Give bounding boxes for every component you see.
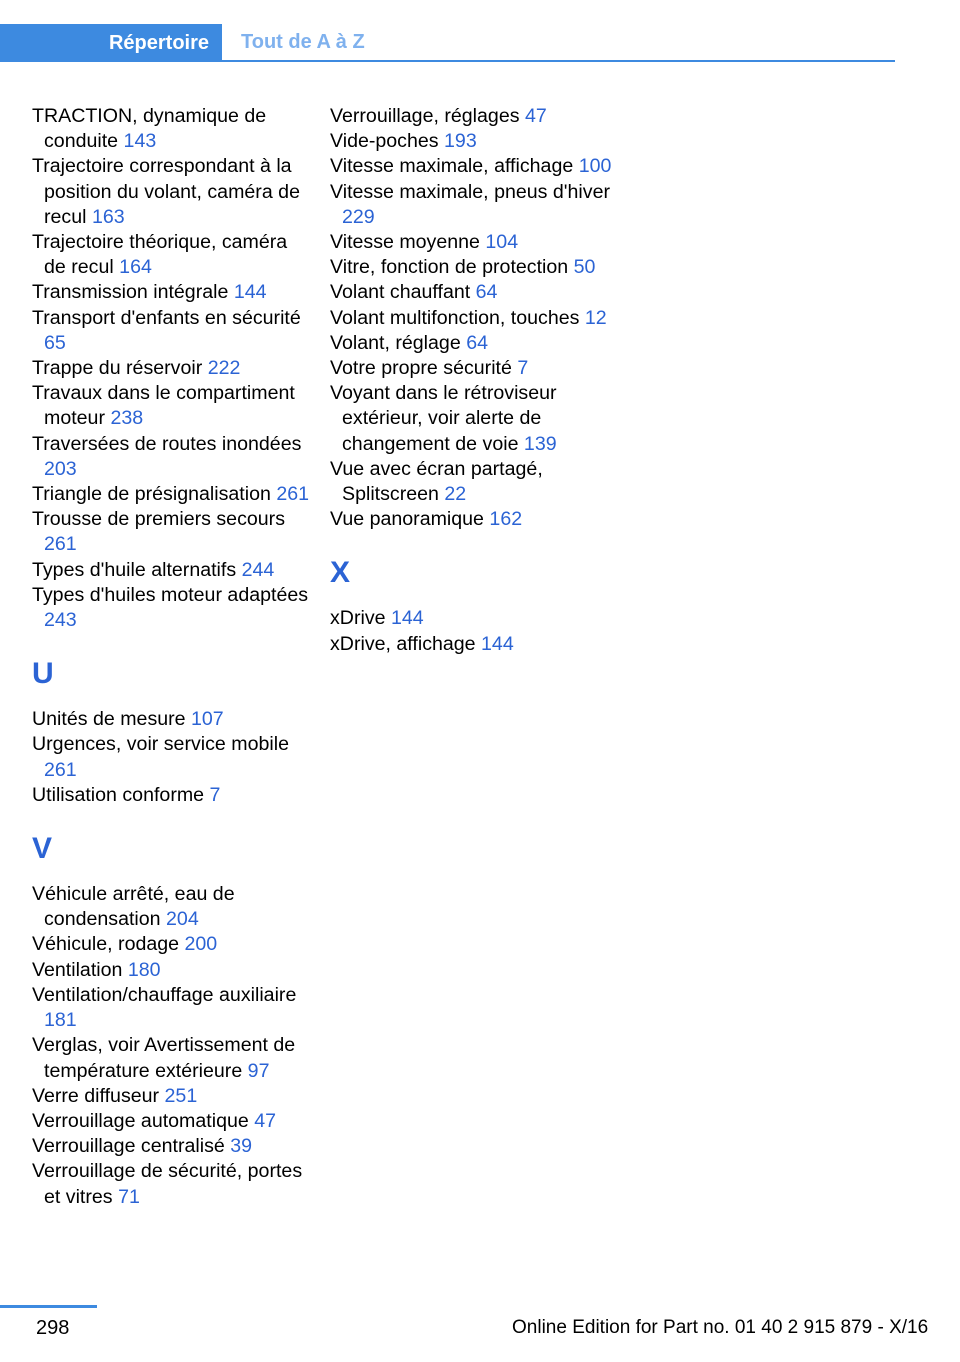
index-entry-text: Verglas, voir Avertissement de température extérieure [32,1034,296,1082]
index-entry [32,932,312,957]
index-entry-text: Votre propre sécurité [330,357,512,380]
index-entry-text: xDrive [330,607,386,630]
index-entry-text: Transmission intégrale [32,281,229,304]
page-reference-link[interactable]: 144 [481,632,514,655]
page-reference-link[interactable]: 261 [276,483,310,506]
page-reference-link[interactable]: 65 [44,331,66,354]
index-entry [330,255,615,280]
index-entry [32,983,312,1033]
index-entry [32,882,312,932]
index-entry [32,958,312,983]
page-reference-link[interactable]: 204 [166,908,199,931]
index-entry-text: Trappe du réservoir [32,357,203,380]
page-reference-link[interactable]: 47 [524,105,547,127]
page-reference-link[interactable]: 229 [342,205,375,228]
index-entry [330,507,615,532]
index-entry-text: Trousse de premiers secours [32,508,285,531]
index-entry [32,230,312,280]
index-entry-text: Travaux dans le compartiment moteur [32,382,295,430]
index-entry [330,356,615,381]
index-entry [32,1084,312,1109]
page-reference-link[interactable]: 144 [390,607,424,630]
index-entry [330,104,615,129]
index-entry [330,606,615,631]
index-entry [330,381,615,457]
page-reference-link[interactable]: 200 [184,933,218,956]
index-entry [32,306,312,356]
page-reference-link[interactable]: 164 [119,256,152,279]
section-letter: X [330,556,351,590]
index-column-right [330,104,615,657]
tab-bar [0,24,895,62]
page-reference-link[interactable]: 71 [118,1185,140,1208]
index-entry-text: Triangle de présignalisation [32,483,271,506]
index-entry [330,632,615,657]
page-reference-link[interactable]: 244 [241,558,275,581]
page-reference-link[interactable]: 180 [127,958,161,981]
index-entry-text: Utilisation conforme [32,783,205,806]
index-entry [330,331,615,356]
index-entry [32,783,312,808]
index-entry-text: xDrive, affichage [330,632,476,655]
index-entry [32,507,312,557]
section-letter: V [32,832,53,866]
index-entry-text: Vitesse maximale, affichage [330,155,574,178]
page-reference-link[interactable]: 22 [444,483,467,506]
index-entry-text: Trajectoire correspondant à la position du volant, caméra de recul [32,155,300,228]
page-reference-link[interactable]: 162 [489,508,523,531]
index-entry [330,457,615,507]
index-entry [32,381,312,431]
page-reference-link[interactable]: 163 [91,205,125,228]
index-entry-text: Types d'huile alternatifs [32,558,237,581]
page-reference-link[interactable]: 39 [230,1135,253,1158]
index-entry-text: Verrouillage, réglages [330,105,520,127]
page-reference-link[interactable]: 203 [44,457,77,480]
tab-repertoire[interactable]: Répertoire [0,24,222,62]
index-entry [32,104,312,154]
index-entry-text: Unités de mesure [32,708,186,731]
index-entry-text: Verre diffuseur [32,1084,160,1107]
index-entry-text: Volant, réglage [330,331,461,354]
index-entry [32,154,312,230]
index-entry [330,154,615,179]
page-reference-link[interactable]: 97 [247,1059,270,1082]
index-entry [330,306,615,331]
page-reference-link[interactable]: 104 [485,231,519,254]
index-entry [32,432,312,482]
index-entry-text: Vue panoramique [330,508,484,531]
index-entry-text: Trajectoire théorique, caméra de recul [32,231,288,279]
page-reference-link[interactable]: 64 [475,281,498,304]
index-entry-text: Ventilation/chauffage auxiliaire [32,983,297,1006]
page-reference-link[interactable]: 193 [444,130,477,153]
index-entry-text: Volant multifonction, touches [330,306,580,329]
index-entry [330,180,615,230]
page-reference-link[interactable]: 50 [573,256,596,279]
index-entry-text: TRACTION, dynamique de conduite [32,105,267,153]
page-reference-link[interactable]: 107 [191,708,224,731]
index-entry [32,1134,312,1159]
index-entry-text: Vitre, fonction de protection [330,256,569,279]
page-reference-link[interactable]: 64 [466,331,488,354]
page-number: 298 [36,1317,70,1339]
page-reference-link[interactable]: 238 [110,407,144,430]
index-entry [32,356,312,381]
index-entry-text: Traversées de routes inondées [32,432,302,455]
page-reference-link[interactable]: 261 [44,533,77,556]
index-entry-text: Vitesse maximale, pneus d'hiver [330,180,611,203]
index-entry [32,583,312,633]
index-entry [330,280,615,305]
index-entry-text: Verrouillage de sécurité, portes et vitres [32,1160,303,1208]
page-reference-link[interactable]: 243 [44,609,77,632]
index-entry [32,1159,312,1209]
index-entry-text: Véhicule arrêté, eau de condensation [32,883,235,931]
index-entry [32,1109,312,1134]
page-reference-link[interactable]: 47 [254,1109,277,1132]
index-entry [330,230,615,255]
edition-footer: Online Edition for Part no. 01 40 2 915 879 - X/16 [512,1317,929,1338]
index-entry-text: Verrouillage automatique [32,1109,249,1132]
page-reference-link[interactable]: 7 [517,357,529,380]
index-entry-text: Urgences, voir service mobile [32,733,289,756]
footer-rule [0,1305,97,1308]
tab-tout-de-a-a-z[interactable]: Tout de A à Z [241,30,365,53]
index-entry-text: Véhicule, rodage [32,933,180,956]
page-reference-link[interactable]: 251 [164,1084,198,1107]
index-entry-text: Vide-poches [330,130,439,153]
page-reference-link[interactable]: 139 [523,432,557,455]
index-entry-text: Types d'huiles moteur adaptées [32,583,309,606]
index-entry [32,558,312,583]
index-entry-text: Transport d'enfants en sécurité [32,306,301,329]
page-reference-link[interactable]: 7 [209,783,221,806]
index-entry [32,280,312,305]
page-reference-link[interactable]: 144 [233,281,267,304]
index-entry-text: Ventilation [32,958,123,981]
index-entry [32,732,312,782]
index-entry-text: Vitesse moyenne [330,231,480,254]
page-reference-link[interactable]: 12 [584,306,607,329]
index-column-left [32,104,312,1210]
index-entry [330,129,615,154]
index-entry [32,1033,312,1083]
page-reference-link[interactable]: 181 [44,1009,77,1032]
page-reference-link[interactable]: 261 [44,758,77,781]
page-reference-link[interactable]: 143 [123,130,157,153]
tab-underline [0,60,895,62]
section-letter: U [32,657,54,691]
index-entry-text: Voyant dans le rétroviseur extérieur, voir alerte de changement de voie [330,382,557,455]
index-entry-text: Verrouillage centralisé [32,1135,225,1158]
index-entry [32,482,312,507]
index-entry [32,707,312,732]
page-reference-link[interactable]: 100 [578,155,612,178]
page-reference-link[interactable]: 222 [207,357,241,380]
index-entry-text: Vue avec écran partagé, Splitscreen [330,457,543,506]
index-entry-text: Volant chauffant [330,281,471,304]
